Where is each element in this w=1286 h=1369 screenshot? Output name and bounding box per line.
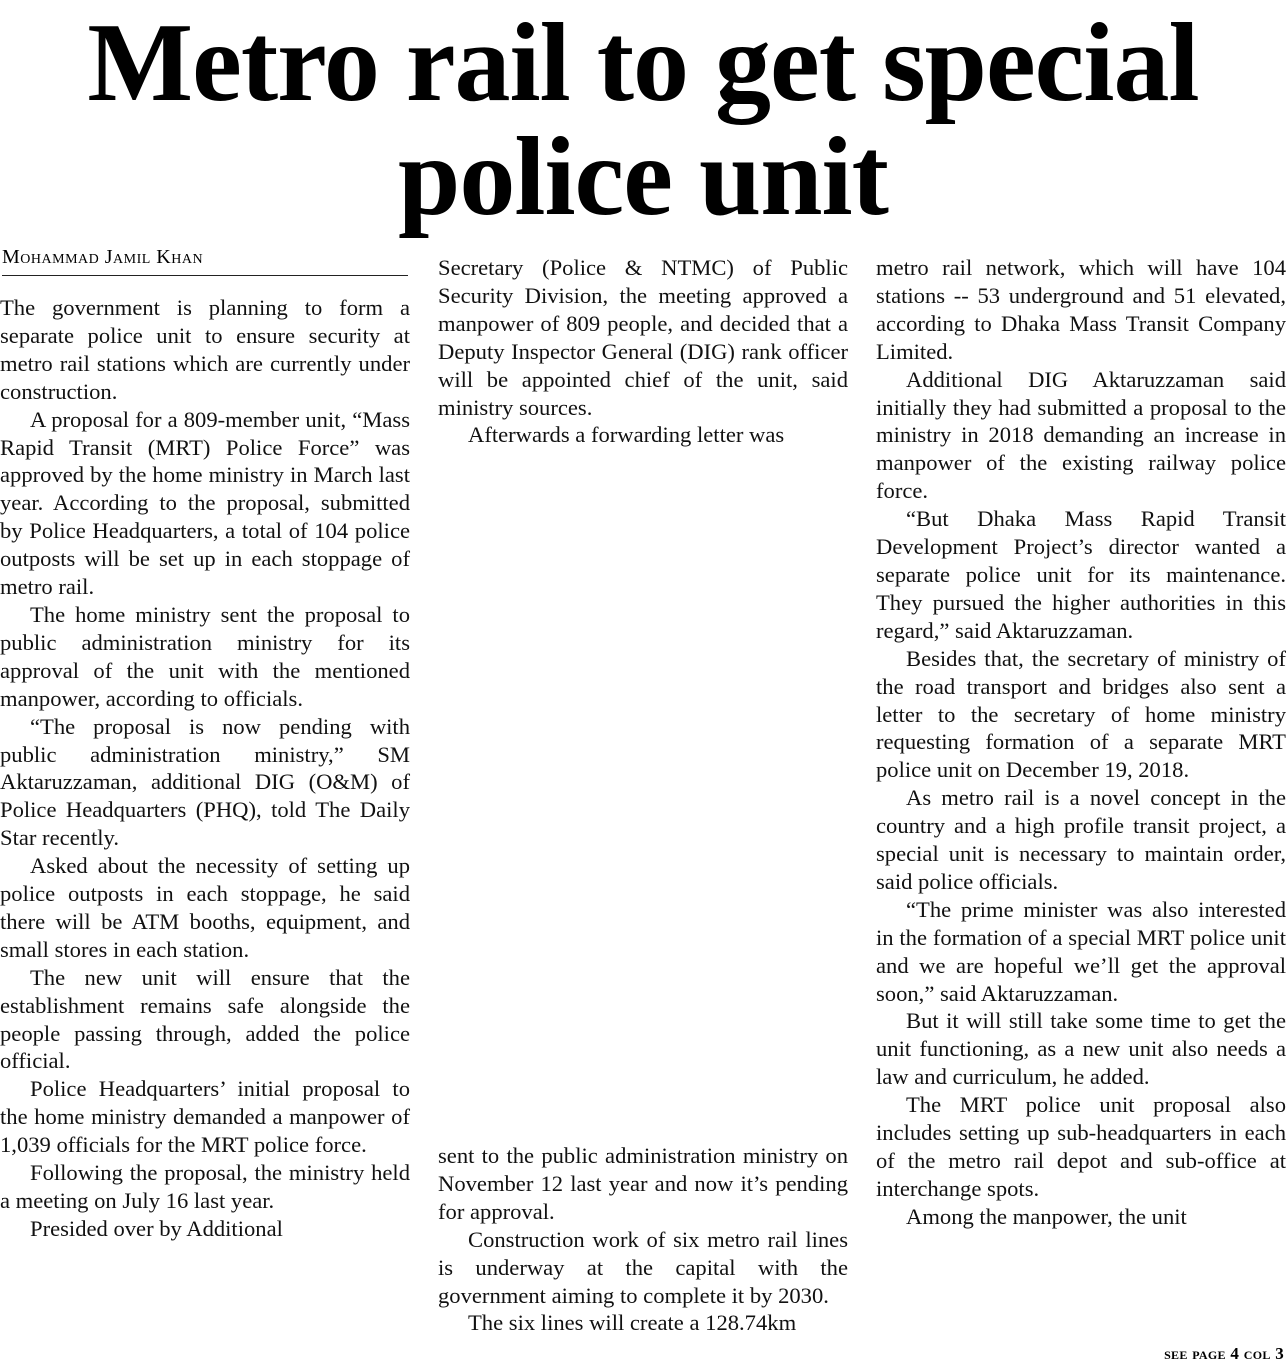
paragraph: But it will still take some time to get the unit functioning, as a new unit also needs a law and curriculum, he added. [876, 1008, 1286, 1090]
paragraph: Besides that, the secretary of ministry of the road transport and bridges also sent a letter to the secretary of home ministry requesting formation of a separate MRT police unit on December 19, 2018. [876, 645, 1286, 783]
paragraph: Construction work of six metro rail lines is underway at the capital with the government aiming to complete it by 2030. [438, 1226, 848, 1308]
article-column-2-top [438, 254, 848, 449]
paragraph: The MRT police unit proposal also includes setting up sub-headquarters in each of the metro rail depot and sub-office at interchange spots. [876, 1092, 1286, 1201]
paragraph: Police Headquarters’ initial proposal to the home ministry demanded a manpower of 1,039 officials for the MRT police force. [0, 1076, 410, 1158]
paragraph: Asked about the necessity of setting up police outposts in each stoppage, he said there will be ATM booths, equipment, and small stores in each station. [0, 853, 410, 962]
paragraph: The new unit will ensure that the establishment remains safe alongside the people passing through, added the police official. [0, 964, 410, 1074]
paragraph: Secretary (Police & NTMC) of Public Security Division, the meeting approved a manpower of 809 people, and decided that a Deputy Inspector General (DIG) rank officer will be appointed chief of the unit, said ministry sources. [438, 255, 848, 420]
headline: Metro rail to get special police unit [87, 1, 1199, 239]
paragraph: A proposal for a 809-member unit, “Mass Rapid Transit (MRT) Police Force” was approved by the home ministry in March last year. According to the proposal, submitted by Police Headquarters, a total of 104 police outposts will be set up in each stoppage of metro rail. [0, 406, 410, 600]
article-column-1 [0, 294, 410, 1243]
paragraph: The six lines will create a 128.74km [468, 1310, 797, 1336]
paragraph: “But Dhaka Mass Rapid Transit Development Project’s director wanted a separate police unit for its maintenance. They pursued the higher authorities in this regard,” said Aktaruzzaman. [876, 506, 1286, 643]
paragraph: Additional DIG Aktaruzzaman said initially they had submitted a proposal to the ministry in 2018 demanding an increase in manpower of the existing railway police force. [876, 366, 1286, 504]
paragraph: Presided over by Additional [30, 1215, 283, 1241]
paragraph: “The proposal is now pending with public administration ministry,” SM Aktaruzzaman, additional DIG (O&M) of Police Headquarters (PHQ), told The Daily Star recently. [0, 713, 410, 851]
paragraph: Following the proposal, the ministry held a meeting on July 16 last year. [0, 1160, 410, 1213]
paragraph: metro rail network, which will have 104 stations -- 53 underground and 51 elevated, according to Dhaka Mass Transit Company Limited. [876, 255, 1286, 364]
paragraph: The government is planning to form a separate police unit to ensure security at metro rail stations which are currently under construction. [0, 295, 410, 404]
paragraph: The home ministry sent the proposal to public administration ministry for its approval of the unit with the mentioned manpower, according to officials. [0, 601, 410, 711]
continuation-jump-line: see page 4 col 3 [1164, 1344, 1284, 1363]
paragraph: sent to the public administration ministry on November 12 last year and now it’s pending for approval. [438, 1143, 848, 1224]
paragraph: Among the manpower, the unit [906, 1203, 1187, 1229]
byline: Mohammad Jamil Khan [2, 246, 408, 276]
article-column-2-bottom [438, 1142, 848, 1337]
paragraph: Afterwards a forwarding letter was [468, 422, 785, 448]
paragraph: “The prime minister was also interested in the formation of a special MRT police unit and we are hopeful we’ll get the approval soon,” said Aktaruzzaman. [876, 896, 1286, 1006]
paragraph: As metro rail is a novel concept in the country and a high profile transit project, a special unit is necessary to maintain order, said police officials. [876, 785, 1286, 894]
article-column-3 [876, 254, 1286, 1231]
